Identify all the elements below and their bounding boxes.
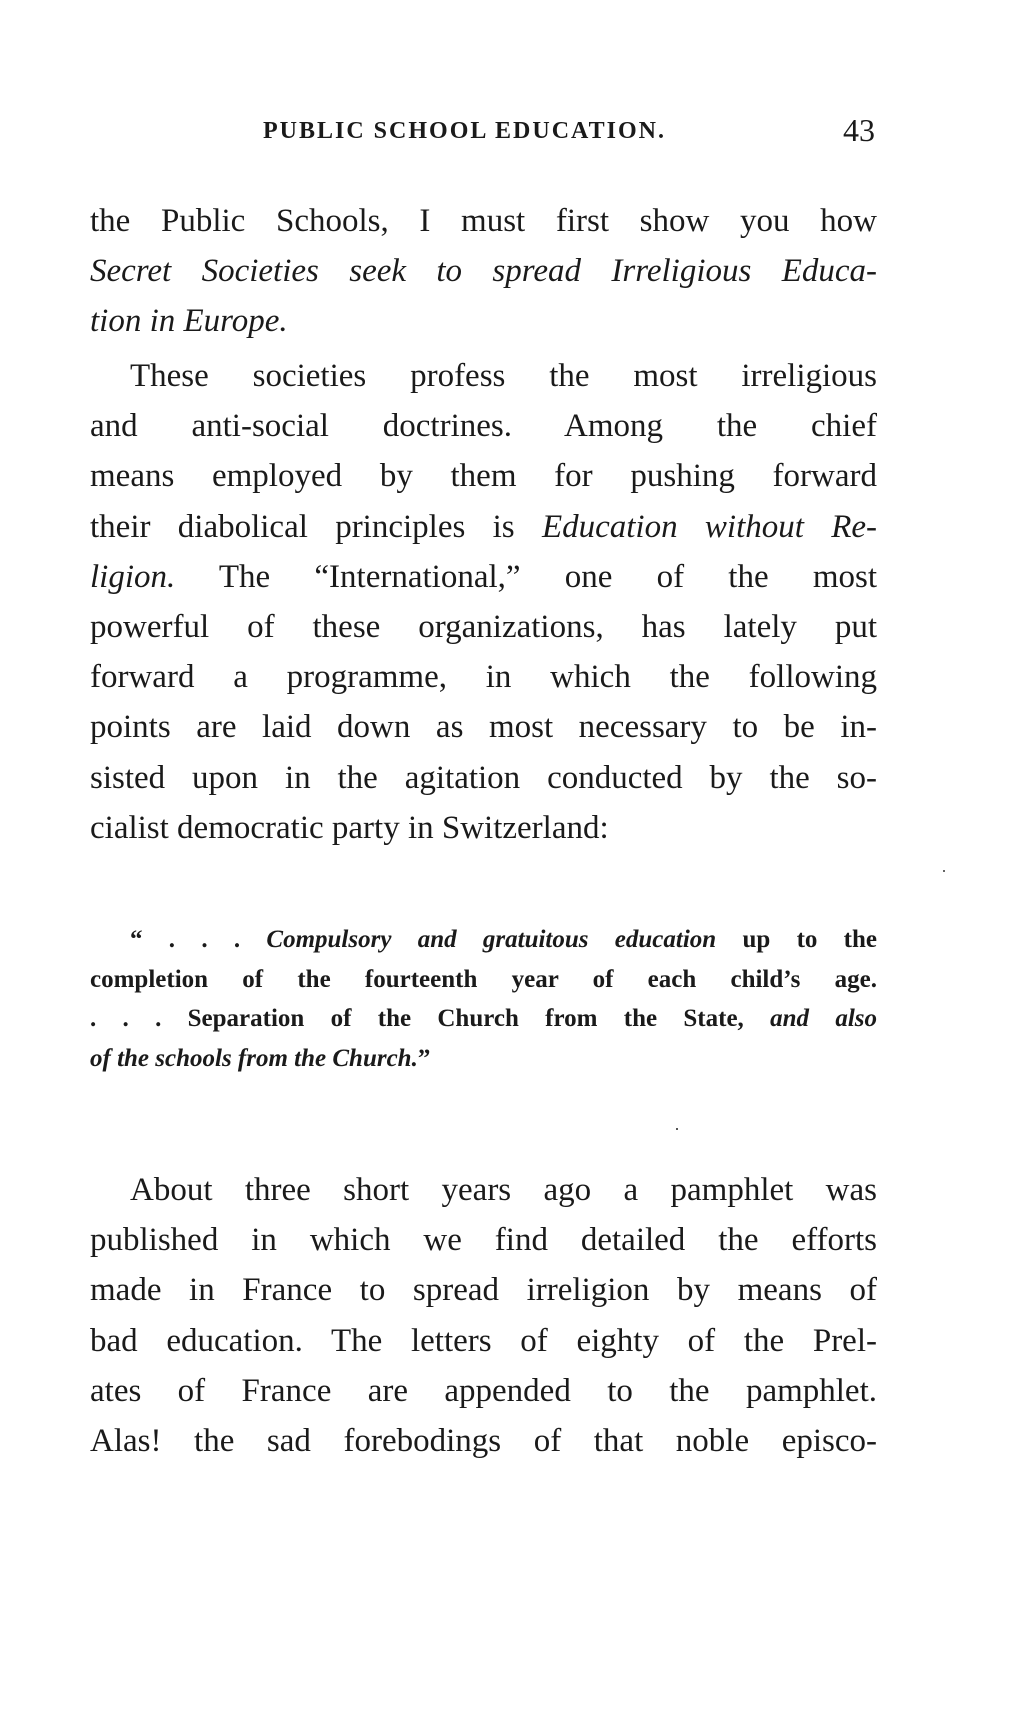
running-head [0,112,1009,152]
paragraph-pamphlet [90,1165,877,1466]
text-line: bad education. The letters of eighty of the Prel- [90,1322,877,1359]
quote-line [90,999,877,1039]
plain-text: “ . . . [130,926,241,953]
text-line: published in which we find detailed the efforts [90,1222,877,1259]
page-number: 43 [843,112,875,148]
print-speck [943,870,945,872]
text-line: ates of France are appended to the pamphlet. [90,1372,877,1409]
paragraph-international [90,351,877,853]
italic-text: of the schools from the Church. [90,1044,418,1072]
plain-text: The “International,” one of the most [218,558,878,595]
quote-line [90,1039,877,1079]
italic-text: Secret Societies seek to spread Irreligious Educa- [90,253,877,290]
text-line: made in France to spread irreligion by means of [90,1272,877,1309]
paragraph-secret-societies-intro [90,196,877,347]
italic-text: tion in Europe. [90,303,288,340]
text-line [90,552,877,602]
text-line: and anti-social doctrines. Among the chief [90,408,877,445]
italic-text: Compulsory and gratuitous education [266,926,717,953]
block-quote [90,920,877,1078]
text-line: cialist democratic party in Switzerland: [90,809,609,846]
quote-line [90,920,877,960]
text-line: forward a programme, in which the following [90,659,877,696]
text-line: points are laid down as most necessary to be in- [90,709,877,746]
text-line: the Public Schools, I must first show you how [90,203,877,239]
text-line: Alas! the sad forebodings of that noble episco- [90,1423,877,1460]
text-line: powerful of these organizations, has lately put [90,609,877,646]
text-line: means employed by them for pushing forward [90,458,877,495]
italic-text: and also [770,1005,878,1032]
print-speck [676,1128,678,1130]
text-line [90,246,877,296]
text-line: About three short years ago a pamphlet was [130,1172,877,1208]
plain-text: ” [417,1044,431,1072]
quote-line: completion of the fourteenth year of each child’s age. [90,965,877,993]
plain-text: their diabolical principles is [90,508,515,545]
text-line: These societies profess the most irreligious [130,358,877,394]
text-line [90,502,877,552]
italic-text: Education without Re- [541,508,878,545]
plain-text: . . . Separation of the Church from the State, [90,1005,744,1032]
text-line: sisted upon in the agitation conducted by the so- [90,759,877,796]
italic-text: ligion. [90,558,176,595]
text-line [90,296,877,346]
running-title: PUBLIC SCHOOL EDUCATION. [263,118,666,144]
plain-text: up to the [742,926,878,953]
